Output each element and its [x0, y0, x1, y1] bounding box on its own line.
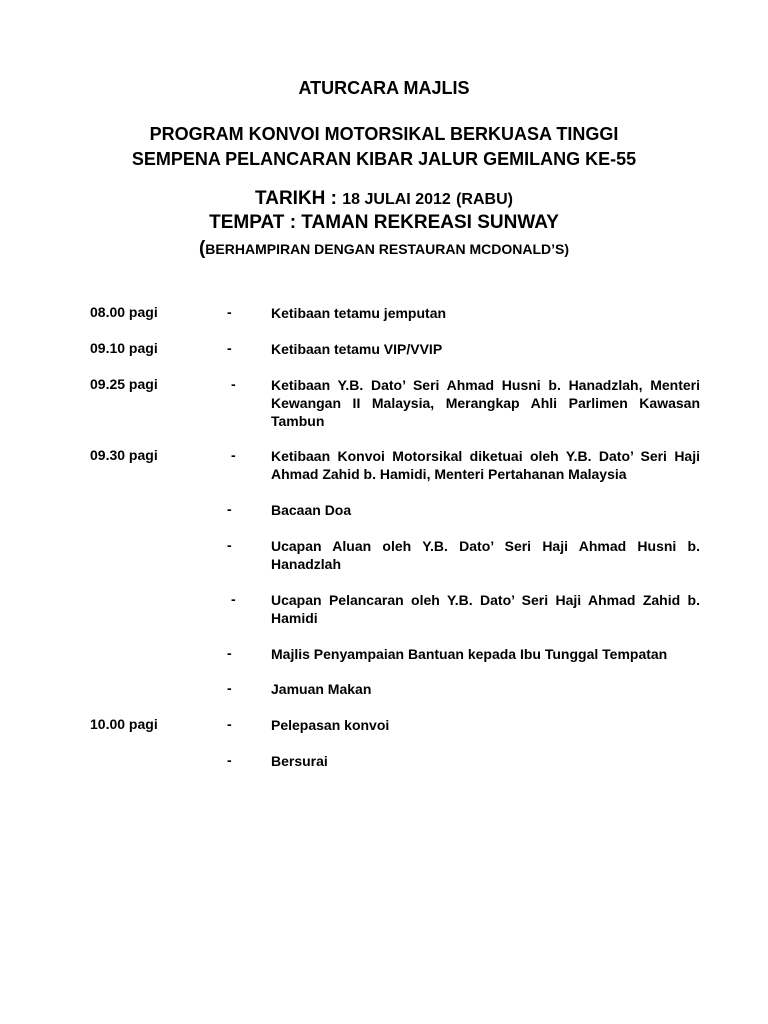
schedule-dash: -: [231, 447, 236, 463]
schedule-dash: -: [227, 716, 232, 732]
schedule-description: Jamuan Makan: [271, 681, 372, 697]
schedule-description: Ketibaan Y.B. Dato’ Seri Ahmad Husni b. Hanadzlah, Menteri Kewangan II Malaysia, Merangkap Ahli Parlimen Kawasan Tambun: [271, 377, 700, 429]
schedule-dash: -: [227, 501, 232, 517]
schedule-dash: -: [227, 304, 232, 320]
schedule-dash: -: [227, 340, 232, 356]
schedule-time: 09.30 pagi: [90, 447, 158, 463]
schedule-description: Ketibaan tetamu jemputan: [271, 305, 447, 321]
schedule-dash: -: [231, 376, 236, 392]
schedule-dash: -: [227, 537, 232, 553]
schedule-description: Bersurai: [271, 753, 328, 769]
date-line: [0, 188, 768, 210]
schedule-description: Ketibaan tetamu VIP/VVIP: [271, 341, 443, 357]
program-title-line-2: SEMPENA PELANCARAN KIBAR JALUR GEMILANG KE-55: [131, 149, 637, 169]
schedule-time: 09.10 pagi: [90, 340, 158, 356]
venue-note: [0, 238, 768, 260]
schedule-description: Ketibaan Konvoi Motorsikal diketuai oleh Y.B. Dato’ Seri Haji Ahmad Zahid b. Hamidi, Menteri Pertahanan Malaysia: [271, 448, 700, 482]
schedule-dash: -: [231, 591, 236, 607]
schedule-dash: -: [227, 752, 232, 768]
venue-note-text: BERHAMPIRAN DENGAN RESTAURAN MCDONALD’S): [205, 241, 570, 257]
schedule-dash: -: [227, 680, 232, 696]
schedule-dash: -: [227, 645, 232, 661]
schedule-time: 10.00 pagi: [90, 716, 158, 732]
date-day: (RABU): [456, 191, 513, 208]
schedule-description: Ucapan Pelancaran oleh Y.B. Dato’ Seri Haji Ahmad Zahid b. Hamidi: [271, 592, 700, 626]
venue-line: TEMPAT : TAMAN REKREASI SUNWAY: [209, 212, 559, 233]
schedule-description: Pelepasan konvoi: [271, 717, 390, 733]
schedule-time: 08.00 pagi: [90, 304, 158, 320]
date-label: TARIKH :: [255, 188, 337, 209]
program-title-line-1: PROGRAM KONVOI MOTORSIKAL BERKUASA TINGGI: [149, 124, 619, 144]
document-title: ATURCARA MAJLIS: [298, 78, 470, 98]
schedule-description: Bacaan Doa: [271, 502, 352, 518]
schedule-description: Ucapan Aluan oleh Y.B. Dato’ Seri Haji Ahmad Husni b. Hanadzlah: [271, 538, 700, 572]
date-value: 18 JULAI 2012: [342, 191, 451, 208]
schedule-time: 09.25 pagi: [90, 376, 158, 392]
schedule-description: Majlis Penyampaian Bantuan kepada Ibu Tunggal Tempatan: [271, 646, 668, 662]
venue-note-paren: (: [198, 238, 206, 259]
